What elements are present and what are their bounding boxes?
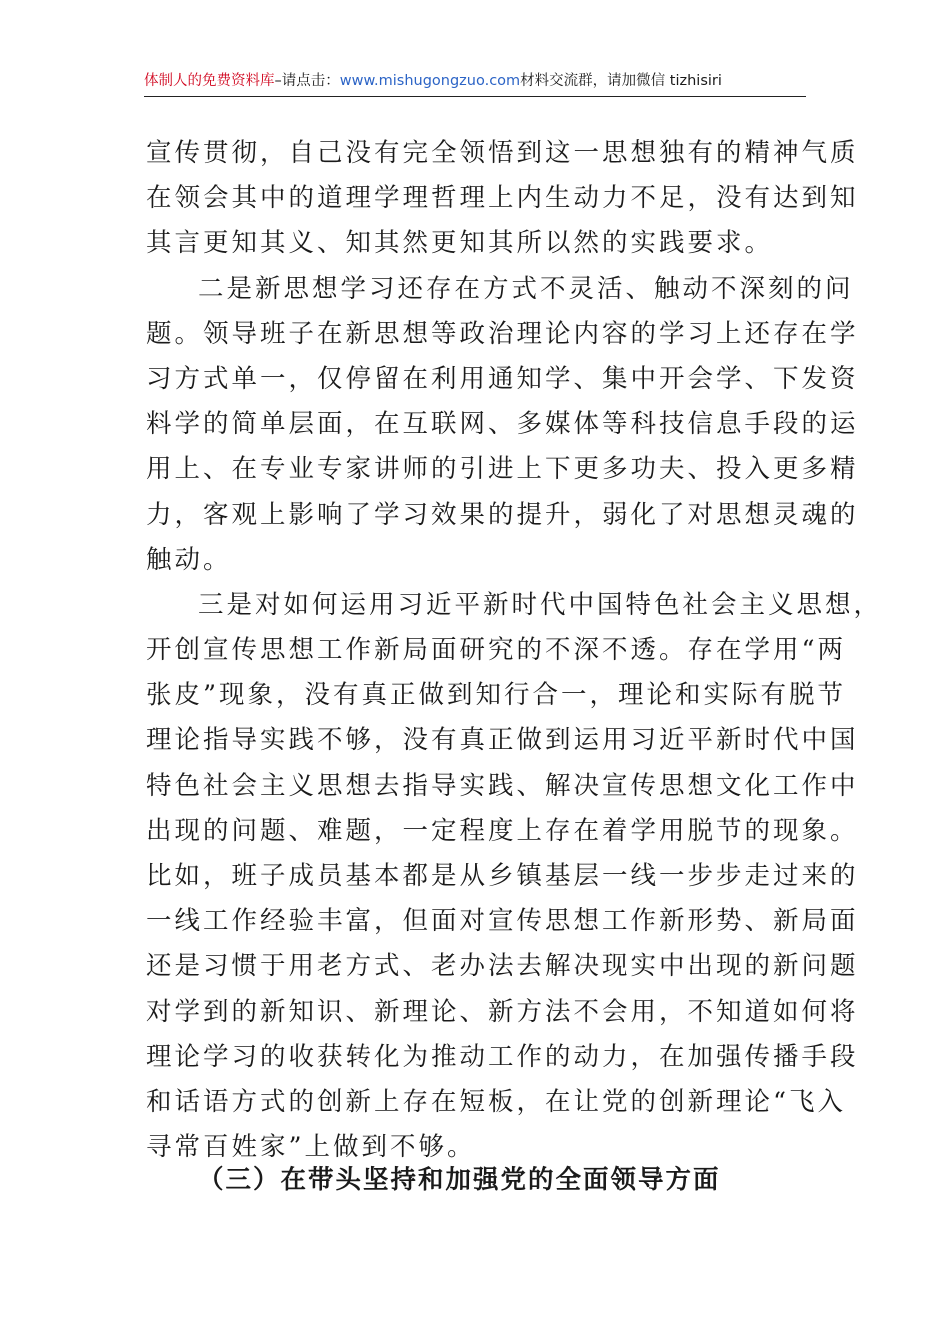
header-click-prompt: –请点击： bbox=[274, 73, 340, 89]
body-line: 出现的问题、难题，一定程度上存在着学用脱节的现象。 bbox=[146, 815, 859, 846]
page-header bbox=[144, 68, 806, 97]
body-line: 宣传贯彻，自己没有完全领悟到这一思想独有的精神气质 bbox=[146, 138, 859, 168]
paragraph-start-line: 三是对如何运用习近平新时代中国特色社会主义思想， bbox=[198, 589, 883, 620]
body-line: 料学的简单层面，在互联网、多媒体等科技信息手段的运 bbox=[146, 409, 859, 440]
header-url-link[interactable]: www.mishugongzuo.com bbox=[339, 73, 521, 89]
body-line: 一线工作经验丰富，但面对宣传思想工作新形势、新局面 bbox=[146, 906, 859, 937]
body-line: 在领会其中的道理学理哲理上内生动力不足，没有达到知 bbox=[146, 183, 859, 214]
body-line: 触动。 bbox=[146, 544, 232, 575]
body-line: 理论学习的收获转化为推动工作的动力，在加强传播手段 bbox=[146, 1041, 859, 1072]
body-line: 比如，班子成员基本都是从乡镇基层一线一步步走过来的 bbox=[146, 861, 859, 891]
body-line: 还是习惯于用老方式、老办法去解决现实中出现的新问题 bbox=[146, 951, 859, 982]
section-heading: （三）在带头坚持和加强党的全面领导方面 bbox=[198, 1165, 721, 1195]
document-body bbox=[146, 131, 883, 1170]
header-contact: 材料交流群，请加微信 tizhisiri bbox=[520, 73, 722, 89]
body-line: 和话语方式的创新上存在短板，在让党的创新理论“飞入 bbox=[146, 1086, 847, 1117]
paragraph-start-line: 二是新思想学习还存在方式不灵活、触动不深刻的问 bbox=[198, 273, 854, 304]
body-line: 其言更知其义、知其然更知其所以然的实践要求。 bbox=[146, 228, 774, 259]
body-line: 张皮”现象，没有真正做到知行合一，理论和实际有脱节 bbox=[146, 680, 847, 711]
body-line: 题。领导班子在新思想等政治理论内容的学习上还存在学 bbox=[146, 318, 859, 349]
body-line: 力，客观上影响了学习效果的提升，弱化了对思想灵魂的 bbox=[146, 499, 859, 530]
body-line: 寻常百姓家”上做到不够。 bbox=[146, 1132, 476, 1163]
body-line: 习方式单一，仅停留在利用通知学、集中开会学、下发资 bbox=[146, 363, 859, 394]
body-line: 理论指导实践不够，没有真正做到运用习近平新时代中国 bbox=[146, 725, 859, 756]
body-line: 对学到的新知识、新理论、新方法不会用，不知道如何将 bbox=[146, 996, 859, 1027]
header-brand: 体制人的免费资料库 bbox=[144, 73, 275, 89]
body-line: 开创宣传思想工作新局面研究的不深不透。存在学用“两 bbox=[146, 635, 847, 666]
body-line: 特色社会主义思想去指导实践、解决宣传思想文化工作中 bbox=[146, 770, 859, 801]
body-line: 用上、在专业专家讲师的引进上下更多功夫、投入更多精 bbox=[146, 454, 859, 485]
